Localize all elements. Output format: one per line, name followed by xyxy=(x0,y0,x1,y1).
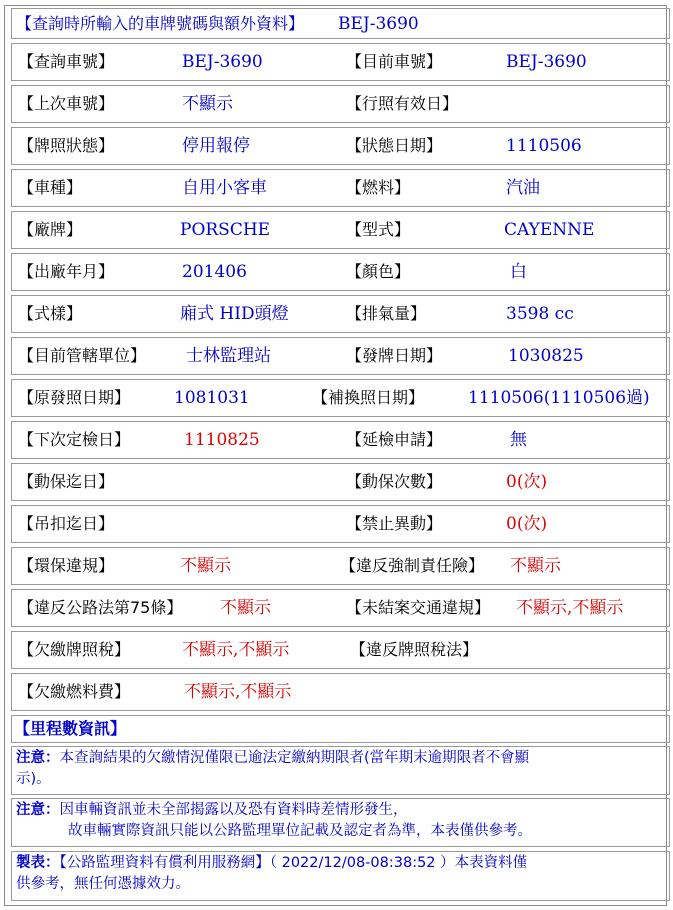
info-row xyxy=(11,253,670,291)
field-value: CAYENNE xyxy=(504,220,595,240)
info-row xyxy=(11,463,670,501)
note-2-label: 注意： xyxy=(16,802,60,818)
field-label: 【廠牌】 xyxy=(18,220,83,239)
field-label: 【補換照日期】 xyxy=(312,388,425,407)
note-1-line-2: 示)。 xyxy=(16,771,51,787)
field-value: 3598 cc xyxy=(506,304,574,324)
field-label: 【動保迄日】 xyxy=(18,472,115,491)
query-title-row xyxy=(11,8,670,39)
field-value: 不顯示 xyxy=(182,94,233,114)
field-value: 士林監理站 xyxy=(186,346,271,366)
field-label: 【顏色】 xyxy=(346,262,411,281)
field-label: 【動保次數】 xyxy=(346,472,443,491)
field-label: 【牌照狀態】 xyxy=(18,136,115,155)
field-value: 0(次) xyxy=(506,472,548,492)
field-label: 【未結案交通違規】 xyxy=(346,598,491,617)
field-label: 【上次車號】 xyxy=(18,94,115,113)
field-value: 不顯示,不顯示 xyxy=(182,640,290,660)
note-1-text: 本查詢結果的欠繳情況僅限已逾法定繳納期限者(當年期末逾期限者不會顯 xyxy=(59,750,530,766)
field-value: BEJ-3690 xyxy=(506,52,587,72)
info-row xyxy=(11,379,670,417)
field-value: BEJ-3690 xyxy=(182,52,263,72)
note-2-text: 因車輛資訊並未全部揭露以及恐有資料時差情形發生， xyxy=(59,802,408,818)
field-label: 【狀態日期】 xyxy=(346,136,443,155)
field-value: 1110825 xyxy=(184,430,260,450)
field-label: 【延檢申請】 xyxy=(346,430,443,449)
field-value: 1081031 xyxy=(174,388,250,408)
field-value: PORSCHE xyxy=(180,220,271,240)
field-label: 【違反強制責任險】 xyxy=(340,556,485,575)
field-label: 【目前車號】 xyxy=(346,52,443,71)
field-value: 不顯示 xyxy=(510,556,561,576)
info-row xyxy=(11,85,670,123)
field-label: 【車種】 xyxy=(18,178,83,197)
footer-line-2: 供參考，無任何憑據效力。 xyxy=(16,876,190,892)
info-row xyxy=(11,337,670,375)
field-value: 1110506(1110506過) xyxy=(468,388,650,408)
info-row xyxy=(11,295,670,333)
info-row xyxy=(11,127,670,165)
info-row xyxy=(11,43,670,81)
note-1 xyxy=(11,746,670,795)
field-value: 1110506 xyxy=(506,136,582,156)
field-value: 停用報停 xyxy=(182,136,250,156)
mileage-header: 【里程數資訊】 xyxy=(14,719,127,738)
field-label: 【查詢車號】 xyxy=(18,52,115,71)
note-2 xyxy=(11,798,670,847)
field-value: 不顯示 xyxy=(180,556,231,576)
field-label: 【原發照日期】 xyxy=(18,388,131,407)
note-2-line-2: 故車輛實際資訊只能以公路監理單位記載及認定者為準，本表僅供參考。 xyxy=(68,823,532,839)
note-1-line-1 xyxy=(16,748,665,769)
info-row xyxy=(11,211,670,249)
field-value: 1030825 xyxy=(508,346,584,366)
info-row xyxy=(11,589,670,627)
field-value: 無 xyxy=(510,430,527,450)
info-row xyxy=(11,631,670,669)
field-value: 不顯示,不顯示 xyxy=(516,598,624,618)
field-label: 【違反公路法第75條】 xyxy=(18,598,183,617)
field-value: 不顯示,不顯示 xyxy=(184,682,292,702)
note-1-label: 注意： xyxy=(16,750,60,766)
field-label: 【下次定檢日】 xyxy=(18,430,131,449)
info-row xyxy=(11,421,670,459)
field-value: 0(次) xyxy=(506,514,548,534)
field-label: 【禁止異動】 xyxy=(346,514,443,533)
vehicle-info-sheet xyxy=(4,5,667,906)
field-label: 【環保違規】 xyxy=(18,556,115,575)
field-label: 【違反牌照稅法】 xyxy=(350,640,479,659)
info-row xyxy=(11,547,670,585)
field-value: 汽油 xyxy=(506,178,540,198)
field-value: 201406 xyxy=(182,262,247,282)
field-label: 【欠繳燃料費】 xyxy=(18,682,131,701)
query-title-label: 【查詢時所輸入的車牌號碼與額外資料】 xyxy=(16,13,305,33)
field-label: 【燃料】 xyxy=(346,178,411,197)
field-value: 白 xyxy=(510,262,527,282)
field-value: 不顯示 xyxy=(220,598,271,618)
field-label: 【出廠年月】 xyxy=(18,262,115,281)
info-row xyxy=(11,505,670,543)
footer-note xyxy=(11,851,670,901)
mileage-header-row xyxy=(11,715,670,743)
footer-text: 【公路監理資料有償利用服務網】（ 2022/12/08-08:38:52 ）本表資料僅 xyxy=(59,855,528,871)
field-label: 【行照有效日】 xyxy=(346,94,459,113)
query-title-plate: BEJ-3690 xyxy=(338,13,419,34)
field-label: 【排氣量】 xyxy=(346,304,427,323)
info-row xyxy=(11,169,670,207)
field-label: 【發牌日期】 xyxy=(346,346,443,365)
field-label: 【吊扣迄日】 xyxy=(18,514,115,533)
field-label: 【目前管轄單位】 xyxy=(18,346,147,365)
field-label: 【式樣】 xyxy=(18,304,83,323)
footer-label: 製表： xyxy=(16,855,60,871)
field-value: 自用小客車 xyxy=(182,178,267,198)
field-label: 【欠繳牌照稅】 xyxy=(18,640,131,659)
note-2-line-1 xyxy=(16,800,665,821)
field-value: 廂式 HID頭燈 xyxy=(180,304,289,324)
info-row xyxy=(11,673,670,711)
footer-line-1 xyxy=(16,853,665,874)
field-label: 【型式】 xyxy=(346,220,411,239)
